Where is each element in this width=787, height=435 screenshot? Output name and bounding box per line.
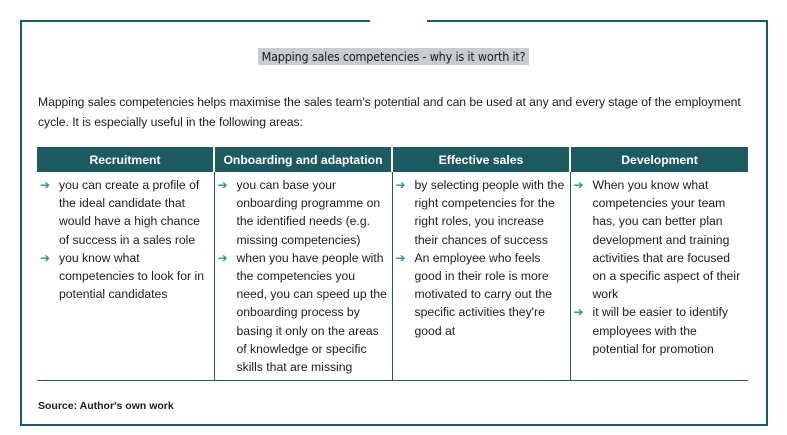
header-onboarding: Onboarding and adaptation (214, 147, 392, 172)
list-item (40, 176, 211, 249)
header-effective-sales: Effective sales (392, 147, 570, 172)
frame-bottom-line (20, 424, 768, 426)
item-text: you know what competencies to look for in potential candidates (59, 250, 204, 302)
list-item (218, 249, 389, 376)
item-text: it will be easier to identify employees with the potential for promotion (592, 305, 728, 356)
list-item (218, 176, 389, 249)
table-row (37, 172, 748, 381)
arrow-right-icon: ➔ (395, 250, 406, 265)
title-container (0, 48, 787, 66)
source-note: Source: Author's own work (38, 400, 174, 412)
frame-top-left-line (20, 20, 370, 22)
competency-table (37, 147, 748, 381)
table-header-row (37, 147, 748, 172)
arrow-right-icon: ➔ (573, 305, 584, 320)
cell-effective-sales (392, 172, 570, 381)
cell-recruitment (37, 172, 214, 381)
list-item (574, 176, 746, 303)
arrow-right-icon: ➔ (40, 178, 51, 192)
list-item (396, 176, 567, 249)
item-text: you can create a profile of the ideal candidate that would have a high chance of success in a sales role (59, 178, 200, 247)
cell-development (570, 172, 748, 381)
list-item (40, 249, 211, 304)
header-development: Development (570, 147, 748, 172)
arrow-right-icon: ➔ (217, 250, 228, 265)
item-text: you can base your onboarding programme on the identified needs (e.g. missing competencies) (236, 178, 381, 247)
frame-right-line (766, 20, 768, 426)
arrow-right-icon: ➔ (573, 178, 584, 192)
item-text: by selecting people with the right competencies for the right roles, you increase their chances of success (414, 178, 565, 247)
item-text: An employee who feels good in their role is more motivated to carry out the specific activities they're good at (414, 250, 553, 338)
arrow-right-icon: ➔ (217, 178, 228, 192)
list-item (396, 249, 567, 340)
item-text: when you have people with the competencies you need, you can speed up the onboarding process by basing it only on the areas of knowledge or specific skills that are missing (236, 250, 387, 375)
cell-onboarding (214, 172, 392, 381)
arrow-right-icon: ➔ (40, 250, 51, 265)
list-item (574, 303, 746, 358)
item-text: When you know what competencies your team has, you can better plan development and training activities that are focused on a specific aspect of their work (592, 178, 741, 302)
page-title: Mapping sales competencies - why is it worth it? (258, 48, 530, 65)
intro-paragraph: Mapping sales competencies helps maximise the sales team's potential and can be used at any and every stage of the employment cycle. It is especially useful in the following areas: (38, 95, 741, 129)
frame-left-line (20, 20, 22, 426)
arrow-right-icon: ➔ (395, 178, 406, 192)
frame-top-right-line (427, 20, 768, 22)
header-recruitment: Recruitment (37, 147, 214, 172)
